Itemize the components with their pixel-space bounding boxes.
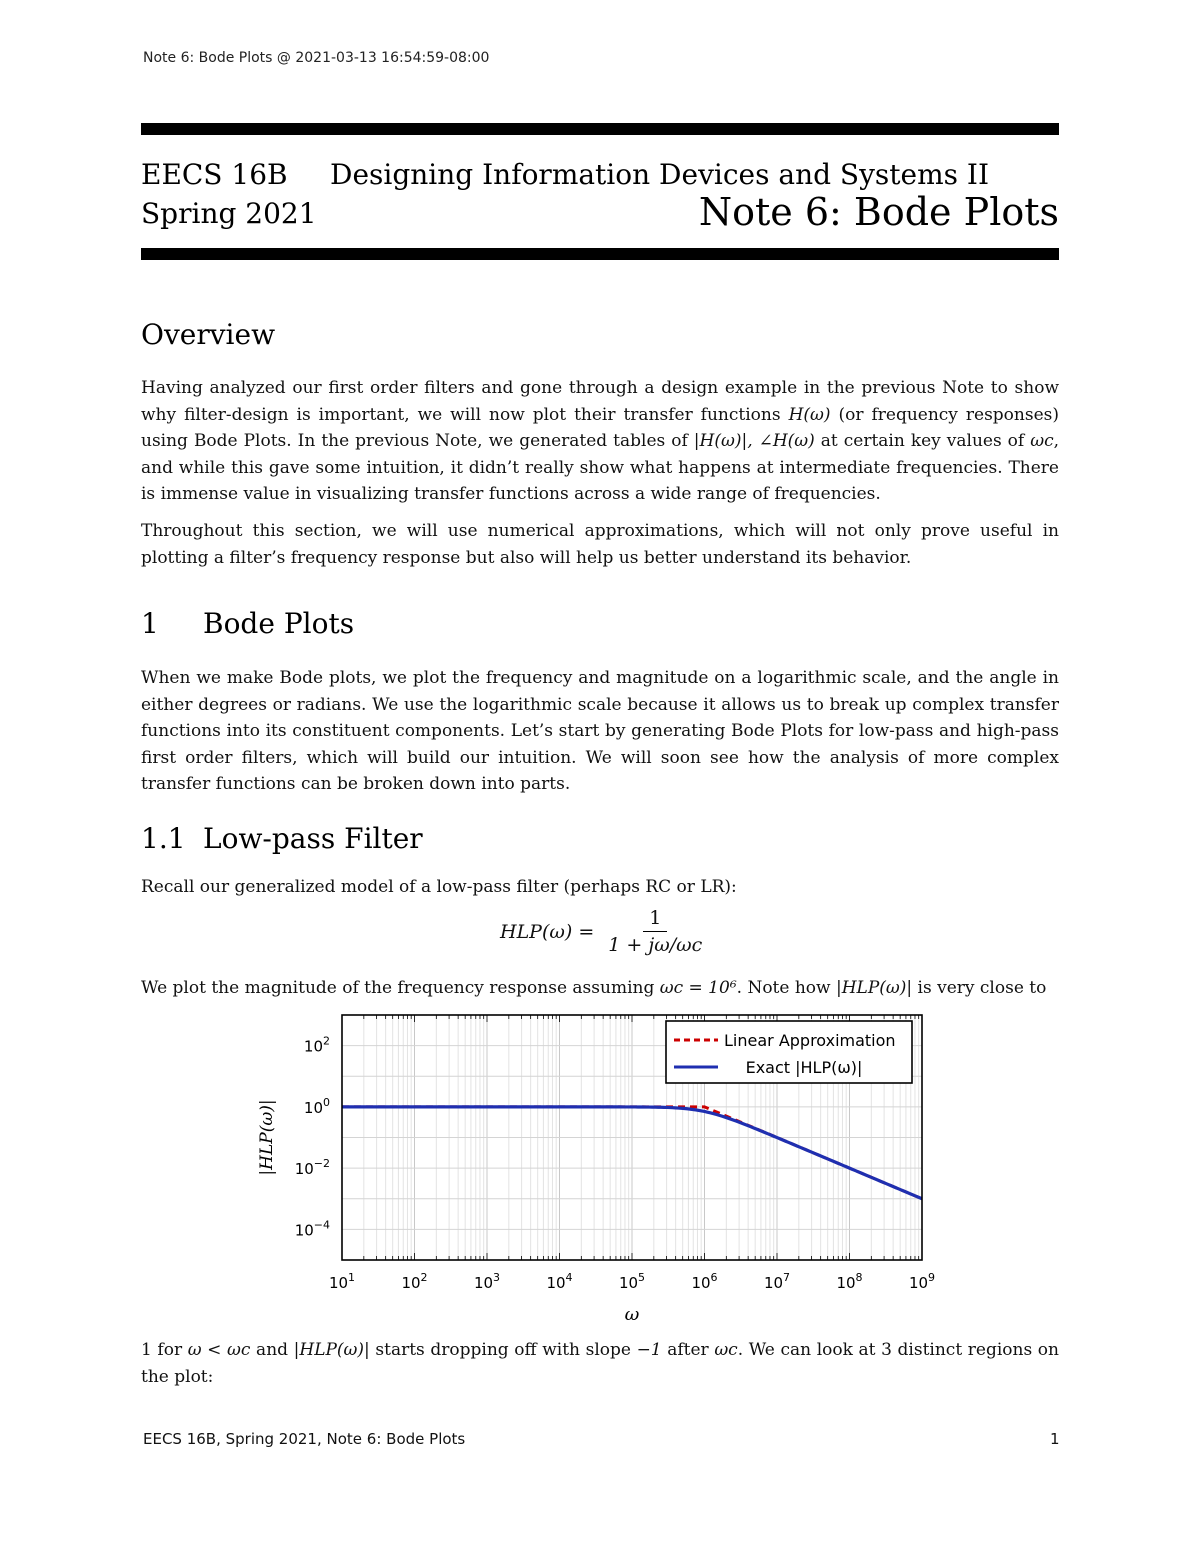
header-rule-bottom <box>141 248 1059 260</box>
paragraph-bode-intro: When we make Bode plots, we plot the frequency and magnitude on a logarithmic scale, and the angle in either degrees or radians. We use the logarithmic scale because it allows us to break up complex transfer functions into its constituent components. Let’s start by generating Bode Plots for low-pass and high-pass first order filters, which will build our intuition. We will soon see how the analysis of more complex transfer functions can be broken down into parts. <box>141 668 1059 794</box>
y-tick-label: $10^{-4}$ <box>294 1218 330 1240</box>
course-code: EECS 16B <box>141 158 288 191</box>
math-inline: H(ω) <box>788 404 831 425</box>
text-run: . Note how <box>736 978 836 998</box>
paragraph-recall-model: Recall our generalized model of a low-pass filter (perhaps RC or LR): <box>141 877 737 897</box>
y-axis-label: |HLP(ω)| <box>257 1099 277 1176</box>
text-run: starts dropping off with slope <box>369 1340 637 1360</box>
paragraph-plot-regions <box>141 1337 1059 1390</box>
text-run: , and while this gave some intuition, it didn’t really show what happens at intermediate frequencies. There is immense value in visualizing transfer functions across a wide range of frequencies. <box>141 431 1060 504</box>
text-run: at certain key values of <box>814 431 1031 451</box>
page-number: 1 <box>1050 1430 1060 1448</box>
footer-text: EECS 16B, Spring 2021, Note 6: Bode Plots <box>143 1430 466 1448</box>
x-tick-label: $10^1$ <box>328 1271 356 1292</box>
x-tick-label: $10^9$ <box>908 1271 936 1292</box>
section-number: 1 <box>141 607 159 640</box>
formula-denominator: 1 + jω/ωc <box>608 934 703 956</box>
x-tick-label: $10^2$ <box>401 1271 428 1292</box>
text-run: and <box>250 1340 294 1360</box>
transfer-function-formula <box>500 907 708 956</box>
note-title: Note 6: Bode Plots <box>698 190 1059 234</box>
text-run: We plot the magnitude of the frequency response assuming <box>141 978 660 998</box>
math-inline: ω < ωc <box>187 1340 251 1360</box>
section-heading-overview <box>141 318 275 351</box>
x-tick-label: $10^4$ <box>546 1271 573 1292</box>
section-title: Bode Plots <box>203 607 355 640</box>
legend-label-1: Linear Approximation <box>724 1031 896 1050</box>
formula-fraction <box>602 907 708 956</box>
math-inline: ωc <box>1030 431 1054 451</box>
formula-lhs: HLP(ω) = <box>500 920 595 943</box>
formula-numerator: 1 <box>643 907 667 932</box>
section-heading-bode-plots <box>141 607 354 640</box>
math-inline: |H(ω)|, ∠H(ω) <box>693 431 815 451</box>
section-heading-low-pass <box>141 822 423 855</box>
text-run: (or frequency responses) using Bode Plots. In the previous Note, we generated tables of <box>141 404 1059 451</box>
section-title: Overview <box>141 318 276 351</box>
legend-label-2: Exact |HLP(ω)| <box>745 1058 863 1077</box>
paragraph-overview-2: Throughout this section, we will use numerical approximations, which will not only prove useful in plotting a filter’s frequency response but also will help us better understand its behavior. <box>141 521 1059 568</box>
text-run: is very close to <box>912 978 1047 998</box>
math-inline: −1 <box>636 1340 662 1360</box>
timestamp-header: Note 6: Bode Plots @ 2021-03-13 16:54:59-08:00 <box>143 50 490 66</box>
y-tick-label: $10^{-2}$ <box>294 1157 330 1179</box>
y-tick-label: $10^0$ <box>303 1095 330 1117</box>
text-run: 1 for <box>141 1340 188 1360</box>
section-title: Low-pass Filter <box>203 822 423 855</box>
x-tick-label: $10^6$ <box>691 1271 718 1292</box>
x-tick-label: $10^3$ <box>473 1271 501 1292</box>
x-tick-label: $10^5$ <box>618 1271 646 1292</box>
header-rule-top <box>141 123 1059 135</box>
x-tick-label: $10^8$ <box>836 1271 863 1292</box>
math-inline: |HLP(ω)| <box>293 1340 370 1360</box>
paragraph-plot-magnitude <box>141 975 1059 1002</box>
math-inline: ωc = 10⁶ <box>659 978 737 998</box>
math-inline: ωc <box>714 1340 738 1360</box>
section-number: 1.1 <box>141 822 186 855</box>
course-title: Designing Information Devices and Systems II <box>330 158 990 191</box>
x-tick-label: $10^7$ <box>763 1271 791 1292</box>
math-inline: |HLP(ω)| <box>836 978 913 998</box>
bode-magnitude-chart <box>250 1005 950 1325</box>
text-run: Having analyzed our first order filters and gone through a design example in the previous Note to show why filter-design is important, we will now plot their transfer functions <box>141 378 1059 425</box>
term: Spring 2021 <box>141 197 317 230</box>
x-axis-label: ω <box>624 1304 640 1325</box>
y-tick-label: $10^2$ <box>303 1034 330 1056</box>
text-run: after <box>661 1340 715 1360</box>
paragraph-overview-1 <box>141 375 1059 508</box>
text-run: . We can look at 3 distinct regions on the plot: <box>141 1340 1059 1387</box>
